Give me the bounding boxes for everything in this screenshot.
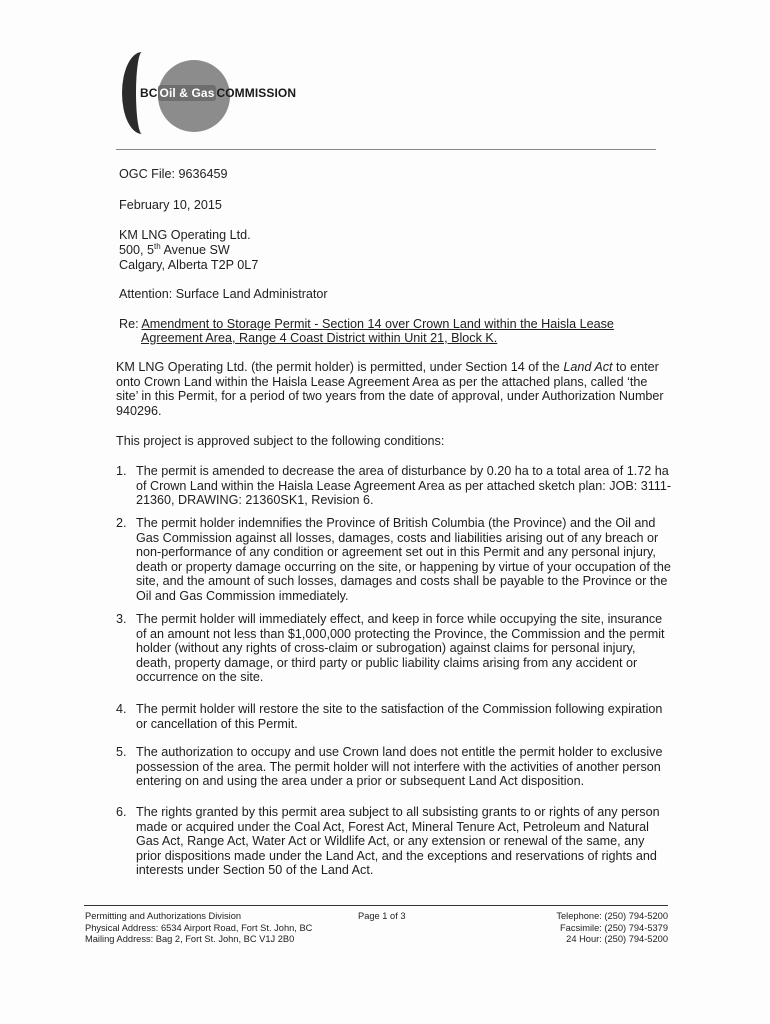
footer-address-block [85, 911, 312, 946]
letter-date: February 10, 2015 [119, 198, 222, 212]
page-number: Page 1 of 3 [358, 911, 406, 921]
re-subject-line-1: Amendment to Storage Permit - Section 14 over Crown Land within the Haisla Lease [141, 317, 614, 331]
logo-bc: BC [140, 86, 158, 100]
condition-item [116, 745, 672, 789]
condition-text: The permit holder will immediately effect, and keep in force while occupying the site, insurance of an amount not less than $1,000,000 protecting the Province, the Commission and the permit holder (without any rights of cross-claim or subrogation) against claims for personal injury, death, property damage, or third party or public liability claims arising from any accident or occurrence on the site. [136, 612, 665, 685]
re-subject-line-2: Agreement Area, Range 4 Coast District within Unit 21, Block K. [141, 331, 498, 345]
condition-number: 5. [116, 745, 127, 759]
condition-item [116, 516, 672, 604]
condition-number: 1. [116, 464, 127, 478]
condition-text: The rights granted by this permit area subject to all subsisting grants to or rights of any person made or acquired under the Coal Act, Forest Act, Mineral Tenure Act, Petroleum and Natural Gas Act, Range Act, Water Act or Wildlife Act, or any extension or renewal of the same, any prior dispositions made under the Land Act, and the exceptions and reservations of rights and interests under Section 50 of the Land Act. [136, 805, 660, 878]
condition-number: 4. [116, 702, 127, 716]
recipient-street [119, 243, 230, 258]
conditions-intro: This project is approved subject to the following conditions: [116, 434, 445, 448]
condition-text: The authorization to occupy and use Crown land does not entitle the permit holder to exclusive possession of the area. The permit holder will not interfere with the activities of another person entering on and using the area under a prior or subsequent Land Act disposition. [136, 745, 663, 789]
logo-oil-gas: Oil & Gas [159, 86, 215, 100]
footer-division: Permitting and Authorizations Division [85, 911, 242, 921]
condition-item [116, 805, 672, 878]
footer-physical-address: Physical Address: 6534 Airport Road, Fort St. John, BC [85, 922, 313, 933]
condition-text: The permit holder will restore the site to the satisfaction of the Commission following expiration or cancellation of this Permit. [136, 702, 663, 731]
footer-mailing-address: Mailing Address: Bag 2, Fort St. John, BC V1J 2B0 [85, 934, 295, 945]
logo-text [140, 86, 296, 100]
intro-part-2: to enter onto Crown Land within the Haisla Lease Agreement Area as per the attached plans, called ‘the site’ in this Permit, for a period of two years from the date of approval, under Authorization Number 940296. [116, 360, 664, 418]
condition-number: 6. [116, 805, 127, 819]
intro-land-act: Land Act [563, 360, 613, 374]
street-number: 500, 5 [119, 243, 155, 257]
footer-divider [84, 905, 668, 906]
re-line-1 [119, 317, 614, 332]
ogc-file-number: OGC File: 9636459 [119, 167, 228, 181]
recipient-company: KM LNG Operating Ltd. [119, 228, 251, 242]
recipient-city: Calgary, Alberta T2P 0L7 [119, 258, 259, 272]
bc-oil-gas-commission-logo [118, 50, 318, 134]
condition-number: 3. [116, 612, 127, 626]
intro-part-1: KM LNG Operating Ltd. (the permit holder) is permitted, under Section 14 of the [116, 360, 564, 374]
footer-24-hour: 24 Hour: (250) 794-5200 [566, 934, 668, 945]
condition-item [116, 612, 672, 685]
attention-line: Attention: Surface Land Administrator [119, 287, 328, 301]
logo-commission: COMMISSION [216, 86, 297, 100]
footer-telephone: Telephone: (250) 794-5200 [556, 911, 668, 921]
condition-text: The permit is amended to decrease the area of disturbance by 0.20 ha to a total area of 1.72 ha of Crown Land within the Haisla Lease Agreement Area as per attached sketch plan: JOB: 3111-21360, DRAWING: 21360SK1, Revision 6. [136, 464, 672, 508]
street-sup: th [154, 241, 161, 251]
re-prefix: Re: [119, 317, 142, 331]
footer-facsimile: Facsimile: (250) 794-5379 [560, 922, 668, 933]
street-rest: Avenue SW [160, 243, 230, 257]
header-divider [116, 149, 656, 150]
condition-item [116, 702, 672, 731]
footer-contact-block [556, 911, 668, 946]
condition-item [116, 464, 672, 508]
condition-number: 2. [116, 516, 127, 530]
condition-text: The permit holder indemnifies the Province of British Columbia (the Province) and the Oil and Gas Commission against all losses, damages, costs and liabilities arising out of any breach or non-performance of any condition or agreement set out in this Permit and any personal injury, death or property damage occurring on the site, or happening by virtue of your occupation of the site, and the amount of such losses, damages and costs shall be payable to the Province or the Oil and Gas Commission immediately. [136, 516, 671, 603]
intro-paragraph [116, 360, 672, 418]
